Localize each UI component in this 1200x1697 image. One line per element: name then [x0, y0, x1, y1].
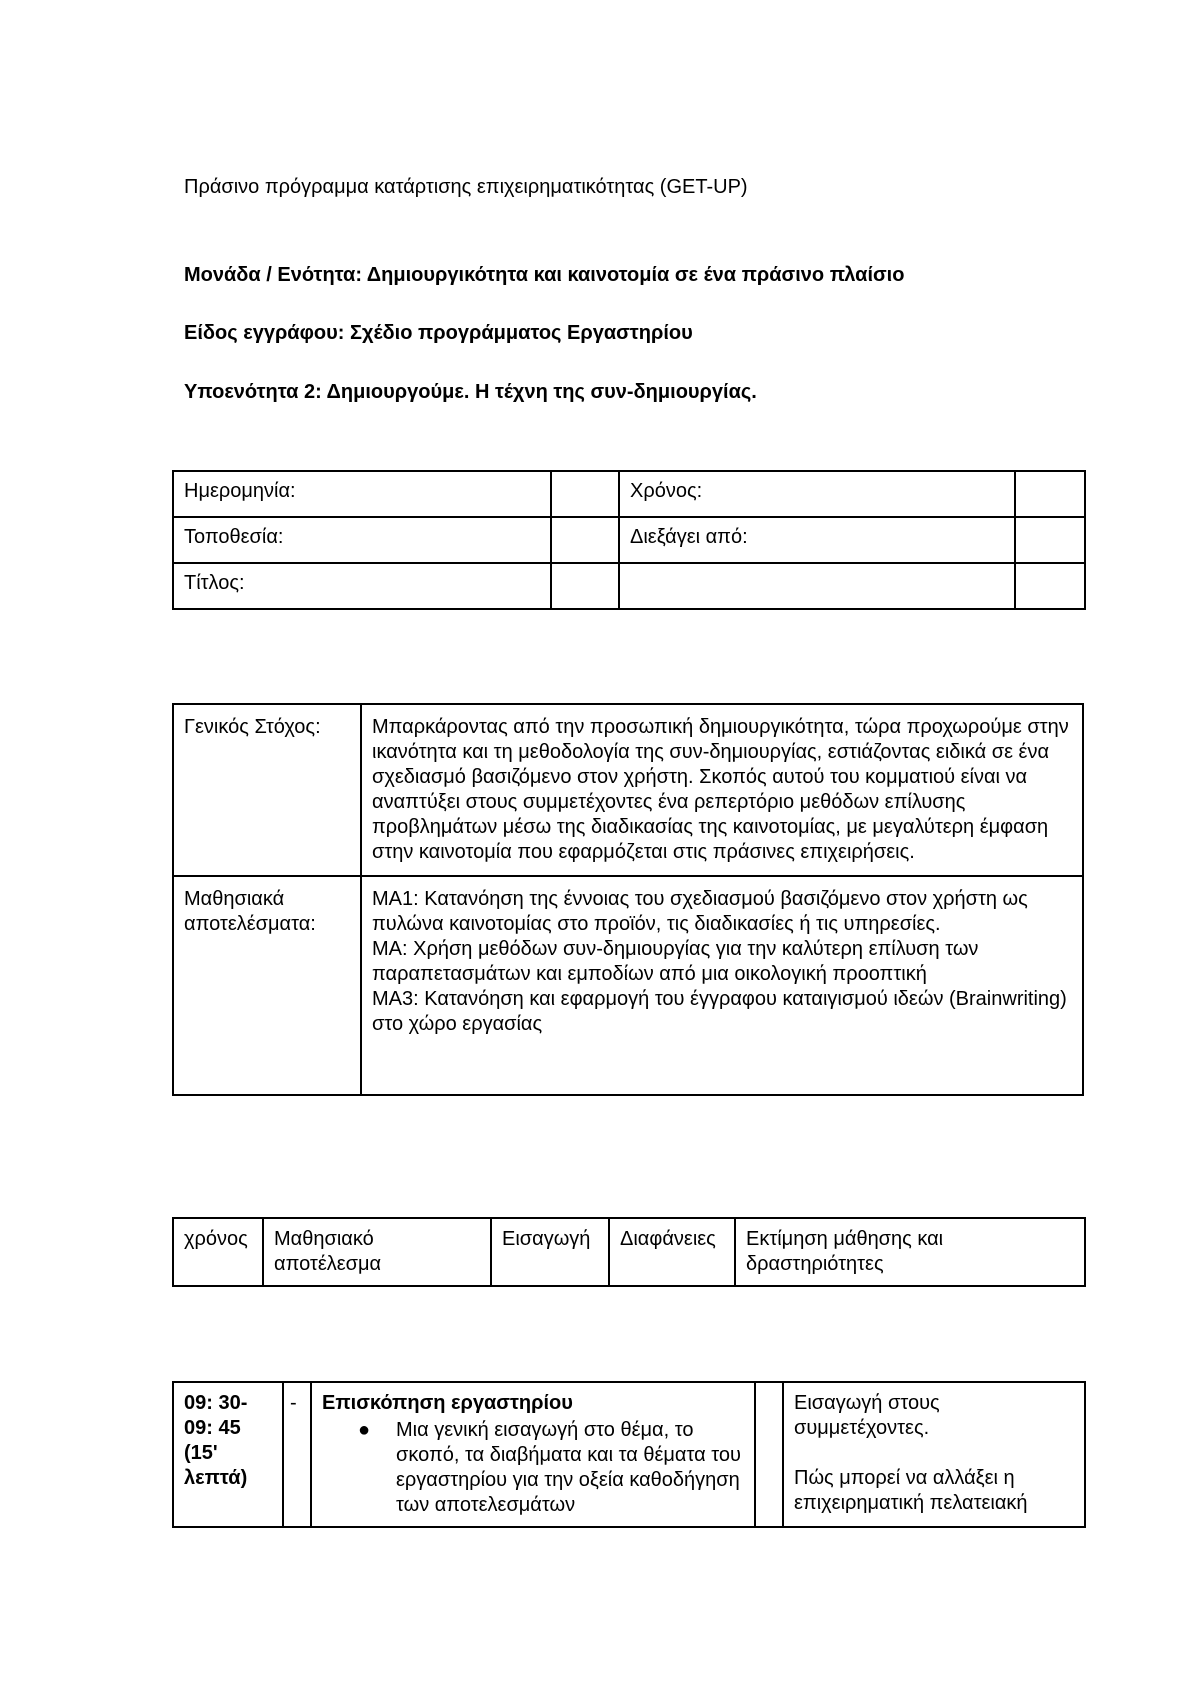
module-heading: Μονάδα / Ενότητα: Δημιουργικότητα και καινοτομία σε ένα πράσινο πλαίσιο: [184, 264, 905, 286]
table-row: [173, 563, 1085, 609]
list-item: [358, 1418, 744, 1518]
column-header-slides: Διαφάνειες: [609, 1218, 735, 1286]
schedule-activities: [783, 1382, 1085, 1527]
learning-outcome-1: ΜΑ1: Κατανόηση της έννοιας του σχεδιασμού βασιζόμενο στον χρήστη ως πυλώνα καινοτομίας στο προϊόν, τις διαδικασίες ή τις υπηρεσίες.: [372, 888, 1028, 935]
table-row: [173, 1382, 1085, 1527]
time-value[interactable]: [1015, 471, 1085, 517]
schedule-slides: [755, 1382, 783, 1527]
learning-outcomes-label: Μαθησιακά αποτελέσματα:: [173, 876, 361, 1095]
conducted-by-label: Διεξάγει από:: [619, 517, 1015, 563]
schedule-intro-cell: [311, 1382, 755, 1527]
table-row: [173, 876, 1083, 1095]
program-title: Πράσινο πρόγραμμα κατάρτισης επιχειρηματικότητας (GET-UP): [184, 176, 748, 198]
document-type: Είδος εγγράφου: Σχέδιο προγράμματος Εργαστηρίου: [184, 322, 693, 344]
location-value[interactable]: [551, 517, 619, 563]
table-row: [173, 1218, 1085, 1286]
plan-columns-table: [172, 1217, 1086, 1287]
table-row: [173, 704, 1083, 876]
general-goal-label: Γενικός Στόχος:: [173, 704, 361, 876]
empty-cell: [619, 563, 1015, 609]
learning-outcome-3: ΜΑ3: Κατανόηση και εφαρμογή του έγγραφου καταιγισμού ιδεών (Brainwriting) στο χώρο εργασίας: [372, 988, 1067, 1035]
schedule-outcome: -: [283, 1382, 311, 1527]
title-value[interactable]: [551, 563, 619, 609]
date-label: Ημερομηνία:: [173, 471, 551, 517]
schedule-time: 09: 30-09: 45 (15' λεπτά): [173, 1382, 283, 1527]
goals-table: [172, 703, 1084, 1096]
bullet-icon: ●: [358, 1419, 371, 1441]
column-header-learning-outcome: Μαθησιακό αποτέλεσμα: [263, 1218, 491, 1286]
empty-cell: [1015, 563, 1085, 609]
title-label: Τίτλος:: [173, 563, 551, 609]
table-row: [173, 517, 1085, 563]
column-header-time: χρόνος: [173, 1218, 263, 1286]
column-header-intro: Εισαγωγή: [491, 1218, 609, 1286]
bullet-text: Μια γενική εισαγωγή στο θέμα, το σκοπό, τα διαβήματα και τα θέματα του εργαστηρίου για την οξεία καθοδήγηση των αποτελεσμάτων: [396, 1419, 741, 1516]
table-row: [173, 471, 1085, 517]
bullet-list: [322, 1418, 744, 1518]
location-label: Τοποθεσία:: [173, 517, 551, 563]
activity-2: Πώς μπορεί να αλλάξει η επιχειρηματική πελατειακή: [794, 1467, 1028, 1514]
column-header-assessment: Εκτίμηση μάθησης και δραστηριότητες: [735, 1218, 1085, 1286]
schedule-table: [172, 1381, 1086, 1528]
learning-outcomes-list: [361, 876, 1083, 1095]
session-info-table: [172, 470, 1086, 610]
activity-1: Εισαγωγή στους συμμετέχοντες.: [794, 1392, 940, 1439]
spacer: [794, 1441, 1074, 1466]
time-label: Χρόνος:: [619, 471, 1015, 517]
conducted-by-value[interactable]: [1015, 517, 1085, 563]
general-goal-text: Μπαρκάροντας από την προσωπική δημιουργικότητα, τώρα προχωρούμε στην ικανότητα και τη μεθοδολογία της συν-δημιουργίας, εστιάζοντας ειδικά σε ένα σχεδιασμό βασιζόμενο στον χρήστη. Σκοπός αυτού του κομματιού είναι να αναπτύξει στους συμμετέχοντες ένα ρεπερτόριο μεθόδων επίλυσης προβλημάτων μέσω της διαδικασίας της καινοτομίας, με μεγαλύτερη έμφαση στην καινοτομία που εφαρμόζεται στις πράσινες επιχειρήσεις.: [361, 704, 1083, 876]
subunit-heading: Υποενότητα 2: Δημιουργούμε. Η τέχνη της συν-δημιουργίας.: [184, 381, 757, 403]
learning-outcome-2: ΜΑ: Χρήση μεθόδων συν-δημιουργίας για την καλύτερη επίλυση των παραπετασμάτων και εμποδίων από μια οικολογική προοπτική: [372, 938, 979, 985]
date-value[interactable]: [551, 471, 619, 517]
section-title: Επισκόπηση εργαστηρίου: [322, 1392, 573, 1414]
